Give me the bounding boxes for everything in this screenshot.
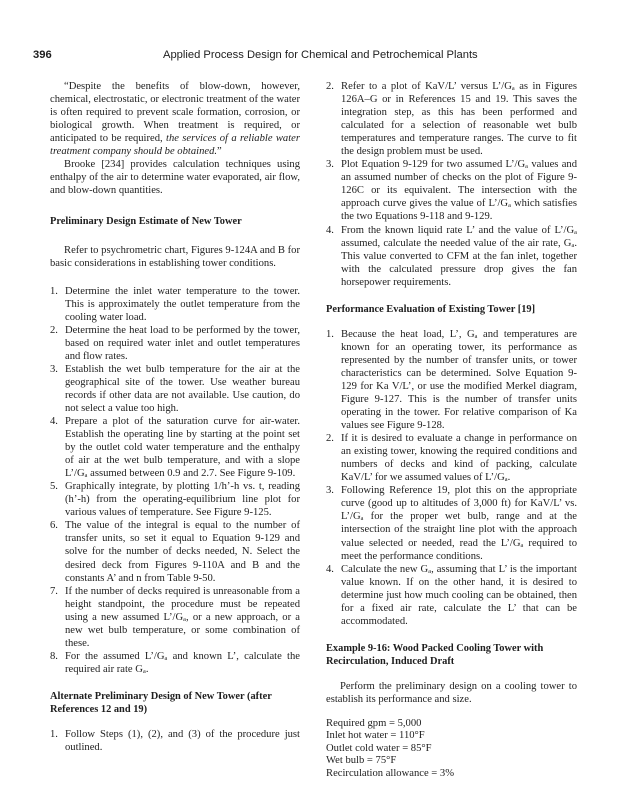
list-item: 4. Prepare a plot of the saturation curve for air-water. Establish the operating line by starting at the point set by the outlet cold water temperature and the enthalpy of air at the wet bulb temperature, and with a slope L’/Gₐ assumed between 0.9 and 2.7. See Figure 9-109. xyxy=(50,415,300,480)
list-item: 1. Follow Steps (1), (2), and (3) of the procedure just outlined. xyxy=(50,728,300,753)
blowdown-quote-paragraph xyxy=(50,80,300,158)
list-item: 8. For the assumed L’/Gₐ and known L’, calculate the required air rate Gₐ. xyxy=(50,650,300,675)
heading-example-9-16: Example 9-16: Wood Packed Cooling Tower with Recirculation, Induced Draft xyxy=(326,642,544,667)
list-item: 1. Determine the inlet water temperature to the tower. This is approximately the outlet temperature from the cooling water load. xyxy=(50,285,300,323)
list-item: 6. The value of the integral is equal to the number of transfer units, so set it equal to Equation 9-129 and solve for the number of decks needed, N. Select the desired deck from Figures 9-110A and B and the constants A’ and n from Table 9-50. xyxy=(50,520,300,584)
list-item: 1. Because the heat load, L’, Gₐ and temperatures are known for an operating tower, its performance as represented by the number of transfer units, or tower characteristics can be determined. Solve Equation 9-129 for Ka V/L’, or use the modified Merkel diagram, Figure 9-127. This is the number of transfer units operating in the tower. For relative comparison of Ka values see Figure 9-128. xyxy=(326,328,577,432)
list-item: 2. If it is desired to evaluate a change in performance on an existing tower, knowing the required conditions and numbers of decks and kind of packing, calculate KaV/L’ for we assumed values of L’/Gₐ. xyxy=(326,433,577,484)
quote-close: ” xyxy=(217,146,222,158)
list-item: 5. Graphically integrate, by plotting 1/h’-h vs. t, reading (h’-h) from the operating-equilibrium line plot for various values of temperature. See Figure 9-125. xyxy=(50,481,300,519)
alternate-steps-list xyxy=(50,728,300,754)
list-item: 3. Establish the wet bulb temperature for the air at the geographical site of the tower. Use weather bureau records if other data are not available. Use caution, do not select a value too high. xyxy=(50,363,300,414)
heading-performance-evaluation: Performance Evaluation of Existing Tower [19] xyxy=(326,303,536,315)
data-line: Recirculation allowance = 3% xyxy=(326,767,455,779)
psychrometric-intro-paragraph: Refer to psychrometric chart, Figures 9-124A and B for basic considerations in establishing tower conditions. xyxy=(50,245,300,270)
page-number: 396 xyxy=(33,49,52,61)
alternate-steps-continued-list xyxy=(326,80,577,289)
page-header xyxy=(33,49,583,65)
data-line: Required gpm = 5,000 xyxy=(326,717,422,729)
performance-steps-list xyxy=(326,328,577,628)
list-item: 3. Plot Equation 9-129 for two assumed L’/Gₐ values and an assumed number of checks on the plot of Figure 9-126C or its equivalent. The intersection with the approach curve gives the value of L’/Gₐ which satisfies the two Equations 9-118 and 9-129. xyxy=(326,159,577,223)
list-item: 4. Calculate the new Gₐ, assuming that L’ is the important value known. If on the other hand, it is desired to determine just how much cooling can be obtained, then for a fixed air rate, calculate the L’ that can be accommodated. xyxy=(326,563,577,627)
brooke-paragraph: Brooke [234] provides calculation techniques using enthalpy of the air to determine water evaporated, air flow, and blow-down quantities. xyxy=(50,159,300,197)
example-intro-paragraph: Perform the preliminary design on a cooling tower to establish its performance and size. xyxy=(326,680,577,705)
data-line: Outlet cold water = 85°F xyxy=(326,742,432,754)
quote-italic-text: the services of a reliable water treatment company should be obtained. xyxy=(50,133,300,158)
data-line: Inlet hot water = 110°F xyxy=(326,730,425,742)
list-item: 7. If the number of decks required is unreasonable from a height standpoint, the procedure must be repeated using a new assumed L’/Gₐ, or a new approach, or a new wet bulb temperature, or some combination of these. xyxy=(50,585,300,649)
heading-alternate-design: Alternate Preliminary Design of New Tower (after References 12 and 19) xyxy=(50,690,272,715)
list-item: 2. Determine the heat load to be performed by the tower, based on required water inlet and outlet temperatures and flow rates. xyxy=(50,324,300,362)
list-item: 2. Refer to a plot of KaV/L’ versus L’/Gₐ as in Figures 126A–G or in References 15 and 19. This saves the integration step, as this has been performed and calculated for a selection of reasonable wet bulb temperatures and temperature ranges. The curve to fit the design problem must be used. xyxy=(326,81,577,158)
example-data-block xyxy=(326,718,577,781)
list-item: 3. Following Reference 19, plot this on the appropriate curve (good up to altitudes of 3,000 ft) for KaV/L’ vs. L’/Gₐ for the proper wet bulb, range and at the intersection of the straight line plot with the approach value selected or needed, read the L’/Gₐ required to meet the performance conditions. xyxy=(326,485,577,562)
heading-preliminary-design: Preliminary Design Estimate of New Tower xyxy=(50,216,242,228)
left-column xyxy=(50,80,300,754)
data-line: Wet bulb = 75°F xyxy=(326,755,397,767)
running-title: Applied Process Design for Chemical and Petrochemical Plants xyxy=(163,49,478,61)
right-column xyxy=(326,80,577,780)
quote-text: “Despite the benefits of blow-down, however, chemical, electrostatic, or electronic treatment of the water is often required to prevent scale formation, corrosion, or biological growth. When treatment is required, or anticipated to be required, xyxy=(50,81,300,145)
preliminary-steps-list xyxy=(50,285,300,676)
list-item: 4. From the known liquid rate L’ and the value of L’/Gₐ assumed, calculate the needed value of the air rate, Gₐ. This value converted to CFM at the fan inlet, together with the calculated pressure drop gives the fan horsepower requirements. xyxy=(326,224,577,288)
